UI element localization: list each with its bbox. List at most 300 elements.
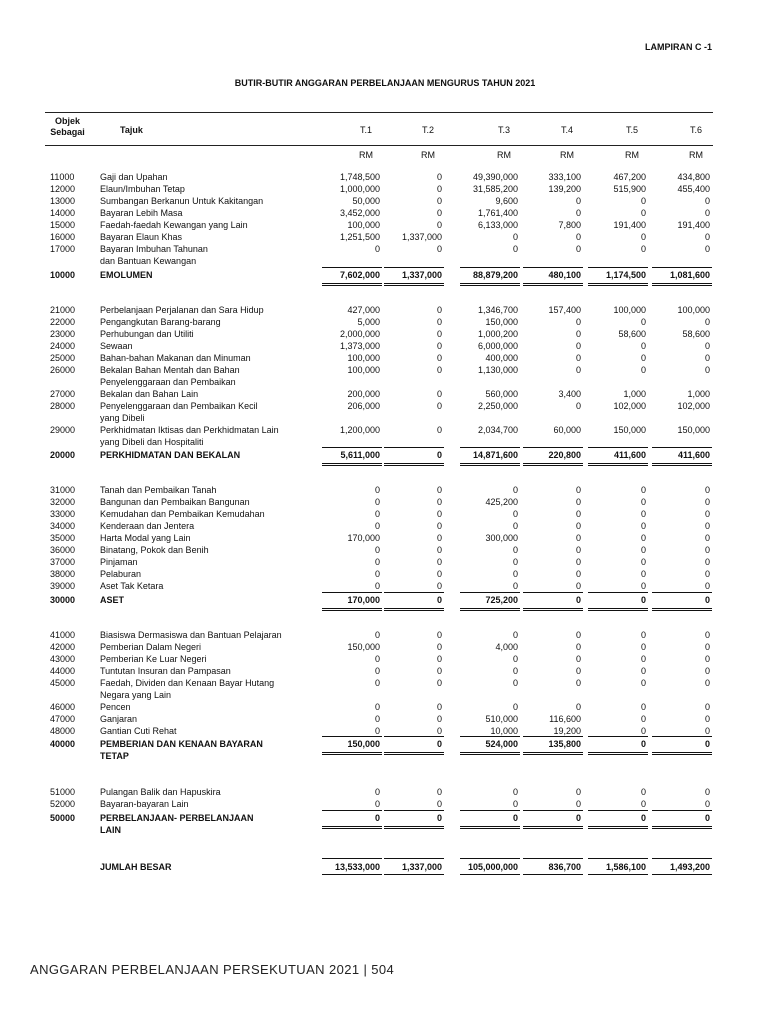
table-row-value-t4: 0 xyxy=(575,353,581,363)
total-row-value-t3: 725,200 xyxy=(485,595,518,605)
total-underline xyxy=(322,267,382,268)
total-underline xyxy=(322,810,382,811)
total-underline xyxy=(322,592,382,593)
table-row-value-t4: 0 xyxy=(575,244,581,254)
table-row-value-t2: 0 xyxy=(436,557,442,567)
table-row-value-t5: 0 xyxy=(640,521,646,531)
table-row-value-t2: 0 xyxy=(436,726,442,736)
table-row-value-t2: 0 xyxy=(436,341,442,351)
table-row-value-t3: 0 xyxy=(512,799,518,809)
unit-label-2: RM xyxy=(421,150,435,160)
total-underline xyxy=(460,447,520,448)
object-code: 22000 xyxy=(50,317,76,327)
total-underline xyxy=(322,752,382,753)
total-underline xyxy=(322,447,382,448)
table-row-value-t5: 191,400 xyxy=(613,220,646,230)
table-row-value-t1: 0 xyxy=(374,545,380,555)
total-row-value-t1: 0 xyxy=(374,813,380,823)
total-underline xyxy=(460,826,520,827)
table-row-value-t3: 0 xyxy=(512,545,518,555)
total-underline xyxy=(384,463,444,464)
table-row-value-t1: 0 xyxy=(374,654,380,664)
table-row-value-t1: 0 xyxy=(374,714,380,724)
table-row-value-t6: 0 xyxy=(704,714,710,724)
table-row-value-t2: 0 xyxy=(436,678,442,688)
total-underline xyxy=(322,826,382,827)
total-underline xyxy=(523,608,583,609)
table-row-value-t6: 0 xyxy=(704,353,710,363)
table-row-value-t1: 0 xyxy=(374,630,380,640)
table-row-value-t6: 0 xyxy=(704,497,710,507)
item-description: Kenderaan dan Jentera xyxy=(100,521,195,531)
table-row-value-t6: 150,000 xyxy=(677,425,710,435)
total-row-value-t1: 170,000 xyxy=(347,595,380,605)
total-underline xyxy=(523,592,583,593)
table-row-value-t4: 0 xyxy=(575,317,581,327)
total-underline xyxy=(460,592,520,593)
total-code: 10000 xyxy=(50,270,76,280)
total-row-value-t1: 7,602,000 xyxy=(339,270,380,280)
table-row-value-t1: 1,748,500 xyxy=(339,172,380,182)
table-row-value-t2: 0 xyxy=(436,244,442,254)
table-row-value-t2: 1,337,000 xyxy=(401,232,442,242)
table-row-value-t2: 0 xyxy=(436,666,442,676)
grand-total-row-value-t4: 836,700 xyxy=(548,862,581,872)
total-row-value-t6: 0 xyxy=(704,739,710,749)
table-row-value-t6: 0 xyxy=(704,509,710,519)
table-row-value-t3: 150,000 xyxy=(485,317,518,327)
unit-label-5: RM xyxy=(625,150,639,160)
table-row-value-t5: 0 xyxy=(640,630,646,640)
table-row-value-t3: 0 xyxy=(512,485,518,495)
total-row-value-t5: 0 xyxy=(640,813,646,823)
table-row-value-t4: 116,600 xyxy=(549,714,581,724)
table-row-value-t2: 0 xyxy=(436,581,442,591)
table-row-value-t2: 0 xyxy=(436,389,442,399)
unit-label-3: RM xyxy=(497,150,511,160)
table-row-value-t2: 0 xyxy=(436,497,442,507)
total-underline xyxy=(460,810,520,811)
grand-total-label: JUMLAH BESAR xyxy=(100,862,172,872)
total-row-value-t5: 1,174,500 xyxy=(605,270,646,280)
table-row-value-t6: 0 xyxy=(704,208,710,218)
table-row-value-t3: 0 xyxy=(512,521,518,531)
table-row-value-t3: 0 xyxy=(512,232,518,242)
total-underline xyxy=(588,826,648,827)
table-row-value-t1: 206,000 xyxy=(347,401,380,411)
total-underline xyxy=(652,592,712,593)
table-row-value-t2: 0 xyxy=(436,172,442,182)
total-underline-double xyxy=(588,285,648,286)
table-row-value-t3: 6,133,000 xyxy=(477,220,518,230)
object-code: 31000 xyxy=(50,485,76,495)
table-row-value-t6: 1,000 xyxy=(687,389,710,399)
total-row-value-t1: 5,611,000 xyxy=(340,450,380,460)
item-description: Bekalan dan Bahan Lain xyxy=(100,389,199,399)
table-row-value-t6: 0 xyxy=(704,702,710,712)
column-header-5: T.5 xyxy=(625,125,638,135)
item-description: Faedah-faedah Kewangan yang Lain xyxy=(100,220,248,230)
table-row-value-t4: 0 xyxy=(575,208,581,218)
total-row-value-t3: 14,871,600 xyxy=(472,450,518,460)
total-underline-double xyxy=(322,610,382,611)
total-row-value-t4: 0 xyxy=(575,813,581,823)
table-row-value-t2: 0 xyxy=(436,569,442,579)
table-row-value-t4: 0 xyxy=(575,799,581,809)
table-row-value-t6: 0 xyxy=(704,654,710,664)
item-description: Gaji dan Upahan xyxy=(100,172,168,182)
total-underline xyxy=(384,283,444,284)
table-row-value-t1: 1,251,500 xyxy=(339,232,380,242)
table-row-value-t5: 0 xyxy=(640,642,646,652)
total-row-value-t4: 220,800 xyxy=(548,450,581,460)
object-code: 29000 xyxy=(50,425,76,435)
total-row-value-t4: 0 xyxy=(575,595,581,605)
table-row-value-t2: 0 xyxy=(436,329,442,339)
grand-total-row-value-t5: 1,586,100 xyxy=(605,862,646,872)
object-code: 39000 xyxy=(50,581,76,591)
total-underline-double xyxy=(652,285,712,286)
table-row-value-t4: 0 xyxy=(575,642,581,652)
total-row-value-t6: 0 xyxy=(704,595,710,605)
total-underline-double xyxy=(460,754,520,755)
table-row-value-t1: 0 xyxy=(374,726,380,736)
table-row-value-t4: 19,200 xyxy=(553,726,581,736)
table-row-value-t2: 0 xyxy=(436,521,442,531)
table-row-value-t2: 0 xyxy=(436,184,442,194)
total-underline-double xyxy=(588,754,648,755)
table-row-value-t1: 427,000 xyxy=(347,305,380,315)
total-underline-double xyxy=(384,828,444,829)
item-description: Tanah dan Pembaikan Tanah xyxy=(100,485,217,495)
table-row-value-t4: 0 xyxy=(575,630,581,640)
table-row-value-t1: 100,000 xyxy=(347,365,380,375)
table-row-value-t1: 0 xyxy=(374,569,380,579)
total-underline xyxy=(322,608,382,609)
total-underline-double xyxy=(322,828,382,829)
table-row-value-t1: 0 xyxy=(374,581,380,591)
table-row-value-t4: 0 xyxy=(575,545,581,555)
table-row-value-t5: 100,000 xyxy=(613,305,646,315)
table-row-value-t6: 455,400 xyxy=(677,184,710,194)
table-row-value-t6: 0 xyxy=(704,232,710,242)
table-row-value-t2: 0 xyxy=(436,317,442,327)
table-row-value-t5: 0 xyxy=(640,581,646,591)
table-row-value-t3: 0 xyxy=(512,702,518,712)
total-row-value-t5: 0 xyxy=(640,595,646,605)
document-title: BUTIR-BUTIR ANGGARAN PERBELANJAAN MENGURUS TAHUN 2021 xyxy=(234,78,536,88)
item-description: Biasiswa Dermasiswa dan Bantuan Pelajaran xyxy=(100,630,282,640)
item-description: Kemudahan dan Pembaikan Kemudahan xyxy=(100,509,265,519)
table-row-value-t2: 0 xyxy=(436,353,442,363)
object-code: 37000 xyxy=(50,557,76,567)
header-bottom-rule xyxy=(45,145,713,146)
total-underline xyxy=(460,858,520,859)
table-row-value-t1: 1,000,000 xyxy=(339,184,380,194)
table-row-value-t5: 467,200 xyxy=(613,172,646,182)
total-row-value-t5: 0 xyxy=(640,739,646,749)
table-row-value-t1: 170,000 xyxy=(347,533,380,543)
table-row-value-t4: 0 xyxy=(575,533,581,543)
object-code: 34000 xyxy=(50,521,76,531)
total-underline xyxy=(652,463,712,464)
table-row-value-t4: 0 xyxy=(575,569,581,579)
table-row-value-t3: 6,000,000 xyxy=(477,341,518,351)
total-underline xyxy=(322,874,382,875)
total-underline-double xyxy=(523,754,583,755)
item-description: Perhubungan dan Utiliti xyxy=(100,329,194,339)
object-code: 16000 xyxy=(50,232,76,242)
unit-label-4: RM xyxy=(560,150,574,160)
total-row-value-t3: 524,000 xyxy=(485,739,518,749)
table-row-value-t4: 7,800 xyxy=(558,220,581,230)
table-row-value-t4: 0 xyxy=(575,654,581,664)
total-description: PEMBERIAN DAN KENAAN BAYARAN TETAP xyxy=(100,739,263,761)
total-underline-double xyxy=(523,465,583,466)
table-row-value-t3: 1,346,700 xyxy=(477,305,518,315)
grand-total-row-value-t1: 13,533,000 xyxy=(334,862,380,872)
table-row-value-t5: 0 xyxy=(640,702,646,712)
table-row-value-t4: 333,100 xyxy=(548,172,581,182)
total-row-value-t2: 0 xyxy=(436,595,442,605)
table-row-value-t3: 0 xyxy=(512,787,518,797)
total-row-value-t2: 0 xyxy=(436,813,442,823)
table-row-value-t5: 0 xyxy=(640,799,646,809)
table-row-value-t1: 50,000 xyxy=(352,196,380,206)
table-row-value-t4: 0 xyxy=(575,666,581,676)
table-row-value-t4: 0 xyxy=(575,497,581,507)
table-row-value-t2: 0 xyxy=(436,220,442,230)
total-underline xyxy=(384,447,444,448)
table-row-value-t1: 0 xyxy=(374,799,380,809)
total-underline xyxy=(652,874,712,875)
table-row-value-t3: 49,390,000 xyxy=(472,172,518,182)
total-code: 20000 xyxy=(50,450,76,460)
table-row-value-t4: 0 xyxy=(575,521,581,531)
column-header-1: T.1 xyxy=(359,125,372,135)
table-row-value-t4: 60,000 xyxy=(553,425,581,435)
table-row-value-t6: 434,800 xyxy=(677,172,710,182)
object-code: 43000 xyxy=(50,654,76,664)
total-underline-double xyxy=(652,828,712,829)
table-row-value-t3: 1,130,000 xyxy=(477,365,518,375)
total-underline-double xyxy=(460,285,520,286)
total-underline xyxy=(523,810,583,811)
total-underline xyxy=(588,752,648,753)
table-row-value-t6: 0 xyxy=(704,196,710,206)
table-row-value-t5: 0 xyxy=(640,545,646,555)
table-row-value-t4: 0 xyxy=(575,509,581,519)
table-row-value-t4: 0 xyxy=(575,787,581,797)
total-row-value-t6: 0 xyxy=(704,813,710,823)
object-code: 45000 xyxy=(50,678,76,688)
total-row-value-t1: 150,000 xyxy=(347,739,380,749)
table-row-value-t2: 0 xyxy=(436,305,442,315)
column-header-3: T.3 xyxy=(497,125,510,135)
table-row-value-t4: 0 xyxy=(575,702,581,712)
page-footer: ANGGARAN PERBELANJAAN PERSEKUTUAN 2021 | 504 xyxy=(30,962,395,977)
total-underline xyxy=(588,874,648,875)
total-underline-double xyxy=(523,285,583,286)
table-row-value-t4: 157,400 xyxy=(548,305,581,315)
total-row-value-t3: 0 xyxy=(512,813,518,823)
table-row-value-t1: 0 xyxy=(374,666,380,676)
table-row-value-t4: 0 xyxy=(575,196,581,206)
table-row-value-t4: 0 xyxy=(575,581,581,591)
table-row-value-t5: 0 xyxy=(640,509,646,519)
total-code: 40000 xyxy=(50,739,76,749)
total-underline-double xyxy=(322,285,382,286)
unit-label-1: RM xyxy=(359,150,373,160)
table-row-value-t1: 0 xyxy=(374,678,380,688)
table-row-value-t3: 2,034,700 xyxy=(477,425,518,435)
item-description: Bayaran Imbuhan Tahunan dan Bantuan Kewangan xyxy=(100,244,208,266)
object-code: 12000 xyxy=(50,184,76,194)
total-underline-double xyxy=(322,465,382,466)
table-row-value-t5: 0 xyxy=(640,569,646,579)
table-row-value-t3: 10,000 xyxy=(490,726,518,736)
table-row-value-t1: 0 xyxy=(374,485,380,495)
table-row-value-t4: 0 xyxy=(575,329,581,339)
item-description: Tuntutan Insuran dan Pampasan xyxy=(100,666,231,676)
table-row-value-t2: 0 xyxy=(436,545,442,555)
table-row-value-t2: 0 xyxy=(436,787,442,797)
total-underline-double xyxy=(523,828,583,829)
total-underline xyxy=(460,267,520,268)
table-row-value-t3: 4,000 xyxy=(495,642,518,652)
object-code: 42000 xyxy=(50,642,76,652)
item-description: Perbelanjaan Perjalanan dan Sara Hidup xyxy=(100,305,264,315)
table-row-value-t1: 5,000 xyxy=(357,317,380,327)
total-row-value-t2: 0 xyxy=(436,739,442,749)
table-row-value-t6: 191,400 xyxy=(677,220,710,230)
table-row-value-t3: 1,000,200 xyxy=(477,329,518,339)
total-underline xyxy=(523,463,583,464)
total-underline xyxy=(460,283,520,284)
item-description: Bangunan dan Pembaikan Bangunan xyxy=(100,497,250,507)
column-header-6: T.6 xyxy=(689,125,702,135)
item-description: Bekalan Bahan Mentah dan Bahan Penyelenggaraan dan Pembaikan xyxy=(100,365,240,387)
object-code: 28000 xyxy=(50,401,76,411)
object-code: 51000 xyxy=(50,787,76,797)
item-description: Pelaburan xyxy=(100,569,142,579)
object-code: 15000 xyxy=(50,220,76,230)
table-row-value-t4: 0 xyxy=(575,232,581,242)
total-row-value-t5: 411,600 xyxy=(613,450,646,460)
object-code: 52000 xyxy=(50,799,76,809)
object-code: 27000 xyxy=(50,389,76,399)
table-row-value-t6: 0 xyxy=(704,678,710,688)
object-code: 41000 xyxy=(50,630,76,640)
table-row-value-t5: 0 xyxy=(640,666,646,676)
total-underline-double xyxy=(384,610,444,611)
table-row-value-t4: 0 xyxy=(575,557,581,567)
item-description: Bayaran Lebih Masa xyxy=(100,208,183,218)
table-row-value-t5: 0 xyxy=(640,654,646,664)
total-row-value-t4: 480,100 xyxy=(548,270,581,280)
total-underline-double xyxy=(384,465,444,466)
table-row-value-t6: 58,600 xyxy=(682,329,710,339)
object-code: 17000 xyxy=(50,244,76,254)
total-underline-double xyxy=(460,465,520,466)
total-underline-double xyxy=(588,610,648,611)
item-description: Aset Tak Ketara xyxy=(100,581,164,591)
total-underline xyxy=(523,447,583,448)
table-row-value-t6: 0 xyxy=(704,521,710,531)
table-row-value-t2: 0 xyxy=(436,208,442,218)
item-description: Harta Modal yang Lain xyxy=(100,533,191,543)
table-row-value-t3: 560,000 xyxy=(485,389,518,399)
table-row-value-t1: 1,200,000 xyxy=(339,425,380,435)
table-row-value-t2: 0 xyxy=(436,196,442,206)
table-row-value-t4: 0 xyxy=(575,365,581,375)
object-code: 21000 xyxy=(50,305,76,315)
total-underline xyxy=(460,463,520,464)
table-row-value-t5: 0 xyxy=(640,208,646,218)
total-underline xyxy=(384,826,444,827)
total-underline xyxy=(322,858,382,859)
item-description: Binatang, Pokok dan Benih xyxy=(100,545,209,555)
object-code: 35000 xyxy=(50,533,76,543)
table-row-value-t4: 0 xyxy=(575,401,581,411)
total-underline xyxy=(588,810,648,811)
item-description: Sewaan xyxy=(100,341,133,351)
total-underline-double xyxy=(588,828,648,829)
table-row-value-t1: 200,000 xyxy=(347,389,380,399)
table-row-value-t1: 0 xyxy=(374,557,380,567)
tajuk-header: Tajuk xyxy=(120,125,143,135)
object-code: 24000 xyxy=(50,341,76,351)
table-row-value-t4: 139,200 xyxy=(548,184,581,194)
total-underline xyxy=(588,463,648,464)
object-code: 23000 xyxy=(50,329,76,339)
total-underline xyxy=(384,752,444,753)
item-description: Gantian Cuti Rehat xyxy=(100,726,177,736)
item-description: Pengangkutan Barang-barang xyxy=(100,317,221,327)
item-description: Bayaran-bayaran Lain xyxy=(100,799,189,809)
total-underline xyxy=(588,283,648,284)
total-underline xyxy=(384,608,444,609)
item-description: Pinjaman xyxy=(100,557,138,567)
object-code: 46000 xyxy=(50,702,76,712)
item-description: Ganjaran xyxy=(100,714,138,724)
total-underline xyxy=(588,858,648,859)
table-row-value-t5: 0 xyxy=(640,353,646,363)
table-row-value-t5: 0 xyxy=(640,557,646,567)
table-row-value-t6: 0 xyxy=(704,545,710,555)
total-underline xyxy=(652,447,712,448)
object-code: 38000 xyxy=(50,569,76,579)
total-underline xyxy=(652,752,712,753)
table-row-value-t2: 0 xyxy=(436,485,442,495)
table-row-value-t2: 0 xyxy=(436,702,442,712)
table-row-value-t1: 0 xyxy=(374,244,380,254)
objek-header xyxy=(45,116,90,138)
table-row-value-t6: 0 xyxy=(704,630,710,640)
objek-header-line1: Objek xyxy=(54,116,80,126)
table-row-value-t1: 0 xyxy=(374,509,380,519)
table-row-value-t5: 0 xyxy=(640,533,646,543)
total-underline xyxy=(384,874,444,875)
objek-header-line2: Sebagai xyxy=(50,127,85,137)
total-underline xyxy=(384,858,444,859)
table-row-value-t2: 0 xyxy=(436,533,442,543)
total-underline xyxy=(460,736,520,737)
total-underline xyxy=(460,874,520,875)
table-row-value-t4: 3,400 xyxy=(558,389,581,399)
item-description: Perkhidmatan Iktisas dan Perkhidmatan Lain yang Dibeli dan Hospitaliti xyxy=(100,425,279,447)
table-row-value-t5: 0 xyxy=(640,365,646,375)
